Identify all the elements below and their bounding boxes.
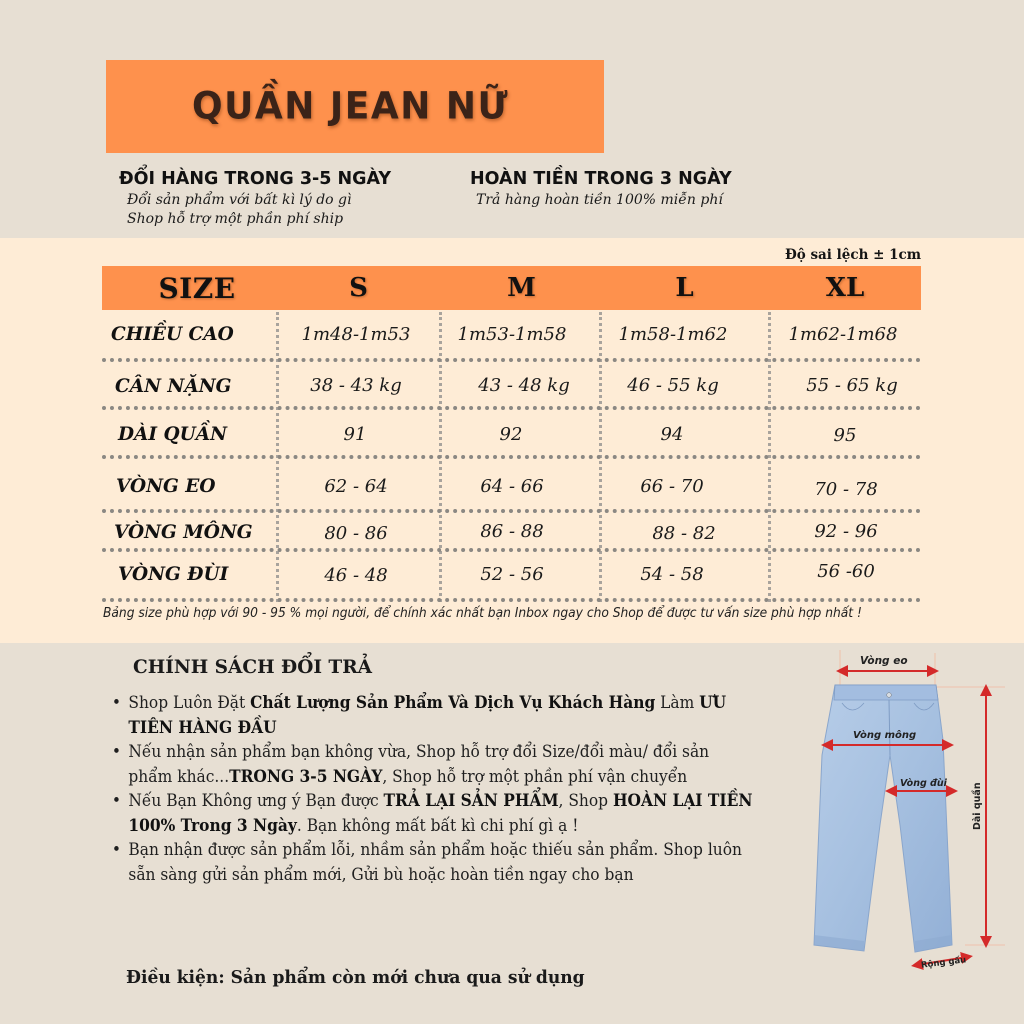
table-cell: 46 - 55 kg: [627, 375, 719, 396]
row-label-height: CHIỀU CAO: [111, 324, 234, 345]
row-divider: [102, 598, 921, 602]
table-cell: 38 - 43 kg: [310, 375, 402, 396]
row-label-thigh: VÒNG ĐÙI: [118, 564, 229, 585]
row-divider: [102, 406, 921, 410]
policy-item: • Shop Luôn Đặt Chất Lượng Sản Phẩm Và Dịch Vụ Khách Hàng Làm ƯU TIÊN HÀNG ĐẦU: [110, 690, 754, 739]
table-cell: 94: [660, 424, 684, 445]
table-cell: 95: [833, 425, 857, 446]
policy-title: CHÍNH SÁCH ĐỔI TRẢ: [133, 657, 372, 678]
tolerance-note: Độ sai lệch ± 1cm: [784, 247, 921, 263]
promo-exchange-line-2: Shop hỗ trợ một phần phí ship: [127, 211, 344, 227]
table-cell: 62 - 64: [324, 476, 388, 497]
row-divider: [102, 548, 921, 552]
promo-refund-line-1: Trả hàng hoàn tiền 100% miễn phí: [476, 192, 723, 208]
row-divider: [102, 455, 921, 459]
table-cell: 64 - 66: [480, 476, 544, 497]
header-m: M: [507, 273, 536, 303]
table-cell: 66 - 70: [640, 476, 704, 497]
table-cell: 80 - 86: [324, 523, 388, 544]
page-title: QUẦN JEAN NỮ: [192, 84, 510, 129]
policy-list: [110, 690, 760, 886]
table-cell: 1m62-1m68: [788, 324, 898, 345]
promo-refund: [470, 169, 732, 210]
row-label-weight: CÂN NẶNG: [115, 376, 232, 397]
row-label-length: DÀI QUẦN: [118, 424, 228, 445]
table-cell: 70 - 78: [814, 479, 878, 500]
promo-refund-heading: HOÀN TIỀN TRONG 3 NGÀY: [470, 169, 732, 189]
promo-exchange-line-1: Đổi sản phẩm với bất kì lý do gì: [127, 192, 352, 208]
table-cell: 88 - 82: [652, 523, 716, 544]
label-hem: Rộng gấu: [920, 955, 967, 971]
label-waist: Vòng eo: [860, 655, 908, 667]
table-cell: 56 -60: [817, 561, 875, 582]
policy-item: • Nếu Bạn Không ưng ý Bạn được TRẢ LẠI SẢN PHẨM, Shop HOÀN LẠI TIỀN 100% Trong 3 Ngày. Bạn không mất bất kì chi phí gì ạ !: [110, 788, 754, 837]
table-cell: 92: [499, 424, 523, 445]
label-thigh: Vòng đùi: [900, 778, 947, 789]
row-label-hip: VÒNG MÔNG: [114, 522, 253, 543]
table-cell: 52 - 56: [480, 564, 544, 585]
table-cell: 1m53-1m58: [457, 324, 567, 345]
size-note: Bảng size phù hợp với 90 - 95 % mọi người, để chính xác nhất bạn Inbox ngay cho Shop để được tư vấn size phù hợp nhất !: [103, 606, 862, 621]
jeans-illustration-icon: [800, 645, 1024, 985]
promo-exchange: [119, 169, 391, 229]
table-cell: 1m58-1m62: [618, 324, 728, 345]
label-hip: Vòng mông: [853, 730, 917, 741]
row-divider: [102, 509, 921, 513]
table-cell: 55 - 65 kg: [806, 375, 898, 396]
jeans-measurement-diagram: [800, 645, 1024, 985]
table-cell: 43 - 48 kg: [478, 375, 570, 396]
policy-condition: Điều kiện: Sản phẩm còn mới chưa qua sử dụng: [126, 967, 585, 988]
policy-item: • Nếu nhận sản phẩm bạn không vừa, Shop hỗ trợ đổi Size/đổi màu/ đổi sản phẩm khác...TRONG 3-5 NGÀY, Shop hỗ trợ một phần phí vận chuyển: [110, 739, 754, 788]
promo-exchange-heading: ĐỔI HÀNG TRONG 3-5 NGÀY: [119, 169, 392, 189]
header-xl: XL: [825, 273, 865, 303]
header-size: SIZE: [158, 271, 236, 305]
policy-item: • Bạn nhận được sản phẩm lỗi, nhầm sản phẩm hoặc thiếu sản phẩm. Shop luôn sẵn sàng gửi sản phẩm mới, Gửi bù hoặc hoàn tiền ngay cho bạn: [110, 837, 754, 886]
label-length: Dài quần: [972, 782, 983, 830]
table-cell: 1m48-1m53: [301, 324, 411, 345]
table-cell: 91: [343, 424, 367, 445]
table-cell: 92 - 96: [814, 521, 878, 542]
header-s: S: [349, 273, 368, 303]
row-label-waist: VÒNG EO: [116, 476, 216, 497]
row-divider: [102, 358, 921, 362]
header-l: L: [675, 273, 694, 303]
table-cell: 86 - 88: [480, 521, 544, 542]
table-cell: 54 - 58: [640, 564, 704, 585]
table-cell: 46 - 48: [324, 565, 388, 586]
